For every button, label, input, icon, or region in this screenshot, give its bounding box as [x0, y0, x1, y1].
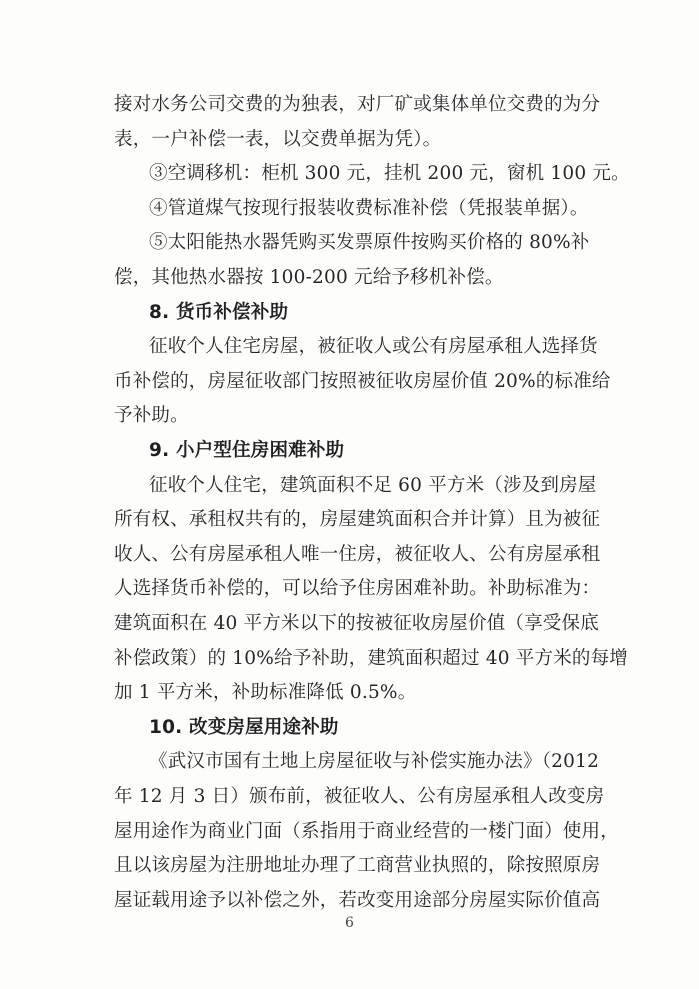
body-line: 所有权、承租权共有的，房屋建筑面积合并计算）且为被征	[114, 509, 601, 531]
body-line: ③空调移机：柜机 300 元，挂机 200 元，窗机 100 元。	[149, 163, 630, 185]
body-line: 《武汉市国有土地上房屋征收与补偿实施办法》（2012	[149, 751, 600, 773]
body-line: 且以该房屋为注册地址办理了工商营业执照的，除按照原房	[114, 855, 601, 877]
body-line: 加 1 平方米，补助标准降低 0.5%。	[114, 682, 417, 704]
body-line: 人选择货币补偿的，可以给予住房困难补助。补助标准为：	[114, 578, 601, 600]
page-number: 6	[345, 915, 354, 931]
section-heading-9: 9. 小户型住房困难补助	[149, 440, 345, 461]
body-line: 补偿政策）的 10%给予补助，建筑面积超过 40 平方米的每增	[114, 647, 629, 669]
body-line: 予补助。	[114, 405, 189, 427]
body-line: 征收个人住宅，建筑面积不足 60 平方米（涉及到房屋	[149, 474, 597, 496]
body-line: 接对水务公司交费的为独表，对厂矿或集体单位交费的为分	[114, 94, 601, 115]
body-line: 年 12 月 3 日）颁布前，被征收人、公有房屋承租人改变房	[114, 786, 605, 807]
body-line: 偿，其他热水器按 100-200 元给予移机补偿。	[114, 267, 504, 288]
body-line: 表，一户补偿一表，以交费单据为凭）。	[114, 128, 442, 150]
section-heading-10: 10. 改变房屋用途补助	[149, 716, 339, 738]
body-line: 屋用途作为商业门面（系指用于商业经营的一楼门面）使用，	[114, 820, 619, 842]
body-line: ④管道煤气按现行报装收费标准补偿（凭报装单据）。	[149, 197, 589, 219]
body-line: 币补偿的，房屋征收部门按照被征收房屋价值 20%的标准给	[114, 370, 611, 392]
body-line: 屋证载用途予以补偿之外，若改变用途部分房屋实际价值高	[114, 889, 601, 911]
section-heading-8: 8. 货币补偿补助	[149, 301, 289, 323]
body-line: ⑤太阳能热水器凭购买发票原件按购买价格的 80%补	[149, 232, 590, 254]
body-line: 征收个人住宅房屋，被征收人或公有房屋承租人选择货	[149, 336, 598, 358]
body-line: 收人、公有房屋承租人唯一住房，被征收人、公有房屋承租	[114, 543, 601, 565]
body-line: 建筑面积在 40 平方米以下的按被征收房屋价值（享受保底	[114, 613, 599, 634]
